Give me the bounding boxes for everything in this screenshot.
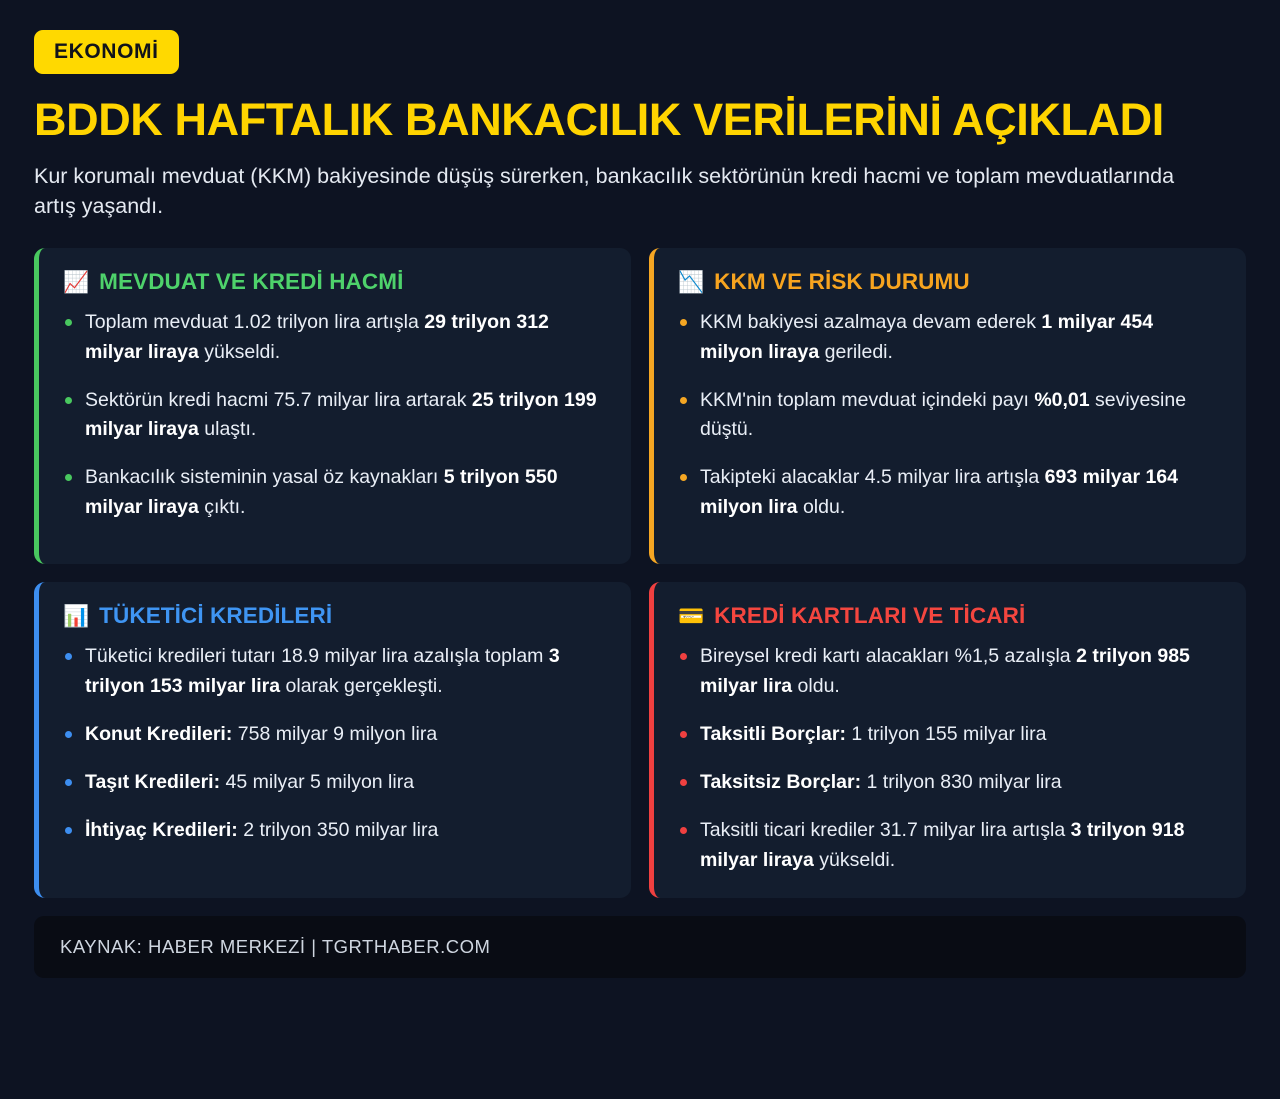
item-text: Sektörün kredi hacmi 75.7 milyar lira artarak [85,388,472,411]
item-text: olarak gerçekleşti. [280,674,443,697]
card-header [678,604,1222,629]
item-text: Bireysel kredi kartı alacakları %1,5 azalışla [700,645,1077,668]
highlight-text: 693 milyar 164 milyon lira [700,466,1178,518]
card-kkm-ve-risk-durumu [649,248,1246,564]
category-badge: EKONOMİ [34,30,179,74]
list-item [678,642,1222,701]
item-text: 1 trilyon 830 milyar lira [861,771,1062,794]
list-item [63,720,607,749]
item-text: seviyesine düştü. [700,388,1187,441]
bullet-dot-icon [65,653,72,660]
item-text: yükseldi. [813,848,896,871]
bullet-dot-icon [680,397,687,404]
highlight-text: 2 trilyon 985 milyar lira [700,645,1190,697]
highlight-text: 3 trilyon 153 milyar lira [85,645,560,697]
list-item [63,816,607,845]
bullet-dot-icon [65,827,72,834]
list-item [678,768,1222,797]
bullet-dot-icon [680,827,687,834]
bullet-dot-icon [65,474,72,481]
item-text: 1 trilyon 155 milyar lira [845,722,1047,745]
highlight-text: %0,01 [1034,388,1090,411]
bullet-dot-icon [680,779,687,786]
bullet-dot-icon [65,731,72,738]
item-text: 758 milyar 9 milyon lira [232,722,438,745]
highlight-text: 29 trilyon 312 milyar liraya [85,311,549,363]
item-text: KKM'nin toplam mevduat içindeki payı [700,388,1035,411]
item-text: Takipteki alacaklar 4.5 milyar lira artışla [700,466,1045,489]
highlight-text: Konut Kredileri: [85,722,233,745]
highlight-text: 3 trilyon 918 milyar liraya [700,819,1185,871]
card-item-list [63,642,607,845]
card-kredi-kartlari-ve-ticari [649,582,1246,898]
card-title: TÜKETİCİ KREDİLERİ [99,602,333,628]
list-item [63,386,607,445]
list-item [63,642,607,701]
list-item [63,463,607,522]
list-item [678,308,1222,367]
highlight-text: 5 trilyon 550 milyar liraya [85,466,558,518]
bullet-dot-icon [680,319,687,326]
list-item [678,386,1222,445]
card-title: KREDİ KARTLARI VE TİCARİ [714,602,1026,628]
card-header [678,270,1222,295]
highlight-text: Taksitsiz Borçlar: [700,771,862,794]
source-text: KAYNAK: HABER MERKEZİ | TGRTHABER.COM [60,935,491,957]
bullet-dot-icon [680,653,687,660]
item-text: oldu. [792,674,840,697]
bullet-dot-icon [680,474,687,481]
item-text: çıktı. [198,495,246,518]
highlight-text: 1 milyar 454 milyon liraya [700,311,1154,363]
item-text: yükseldi. [198,340,281,363]
list-item [63,768,607,797]
card-title: KKM VE RİSK DURUMU [714,268,970,294]
card-header [63,270,607,295]
credit-card-icon: 💳 [678,604,705,628]
item-text: ulaştı. [198,418,257,441]
item-text: 2 trilyon 350 milyar lira [237,819,439,842]
card-item-list [678,308,1222,522]
page-subtitle: Kur korumalı mevduat (KKM) bakiyesinde düşüş sürerken, bankacılık sektörünün kredi hacmi ve toplam mevduatlarında artış yaşandı. [34,163,1175,219]
cards-grid [34,248,1246,898]
item-text: Taksitli ticari krediler 31.7 milyar lira artışla [700,819,1071,842]
source-footer [34,916,1246,978]
bullet-dot-icon [680,731,687,738]
card-title: MEVDUAT VE KREDİ HACMİ [99,268,404,294]
chart-decreasing-icon: 📉 [678,270,705,294]
item-text: geriledi. [819,340,893,363]
item-text: KKM bakiyesi azalmaya devam ederek [700,311,1042,334]
list-item [678,463,1222,522]
highlight-text: İhtiyaç Kredileri: [85,819,238,842]
bullet-dot-icon [65,397,72,404]
card-mevduat-ve-kredi-hacmi [34,248,631,564]
page-title: BDDK HAFTALIK BANKACILIK VERİLERİNİ AÇIKLADI [34,94,1164,145]
item-text: Toplam mevduat 1.02 trilyon lira artışla [85,311,425,334]
list-item [678,816,1222,875]
item-text: Bankacılık sisteminin yasal öz kaynakları [85,466,444,489]
highlight-text: Taşıt Kredileri: [85,771,221,794]
bullet-dot-icon [65,779,72,786]
chart-increasing-icon: 📈 [63,270,90,294]
item-text: oldu. [797,495,846,518]
highlight-text: 25 trilyon 199 milyar liraya [85,388,597,441]
card-tuketici-kredileri [34,582,631,898]
card-item-list [678,642,1222,875]
card-item-list [63,308,607,522]
list-item [678,720,1222,749]
card-header [63,604,607,629]
bar-chart-icon: 📊 [63,604,90,628]
bullet-dot-icon [65,319,72,326]
list-item [63,308,607,367]
highlight-text: Taksitli Borçlar: [700,722,846,745]
item-text: Tüketici kredileri tutarı 18.9 milyar lira azalışla toplam [85,645,549,668]
item-text: 45 milyar 5 milyon lira [220,771,415,794]
